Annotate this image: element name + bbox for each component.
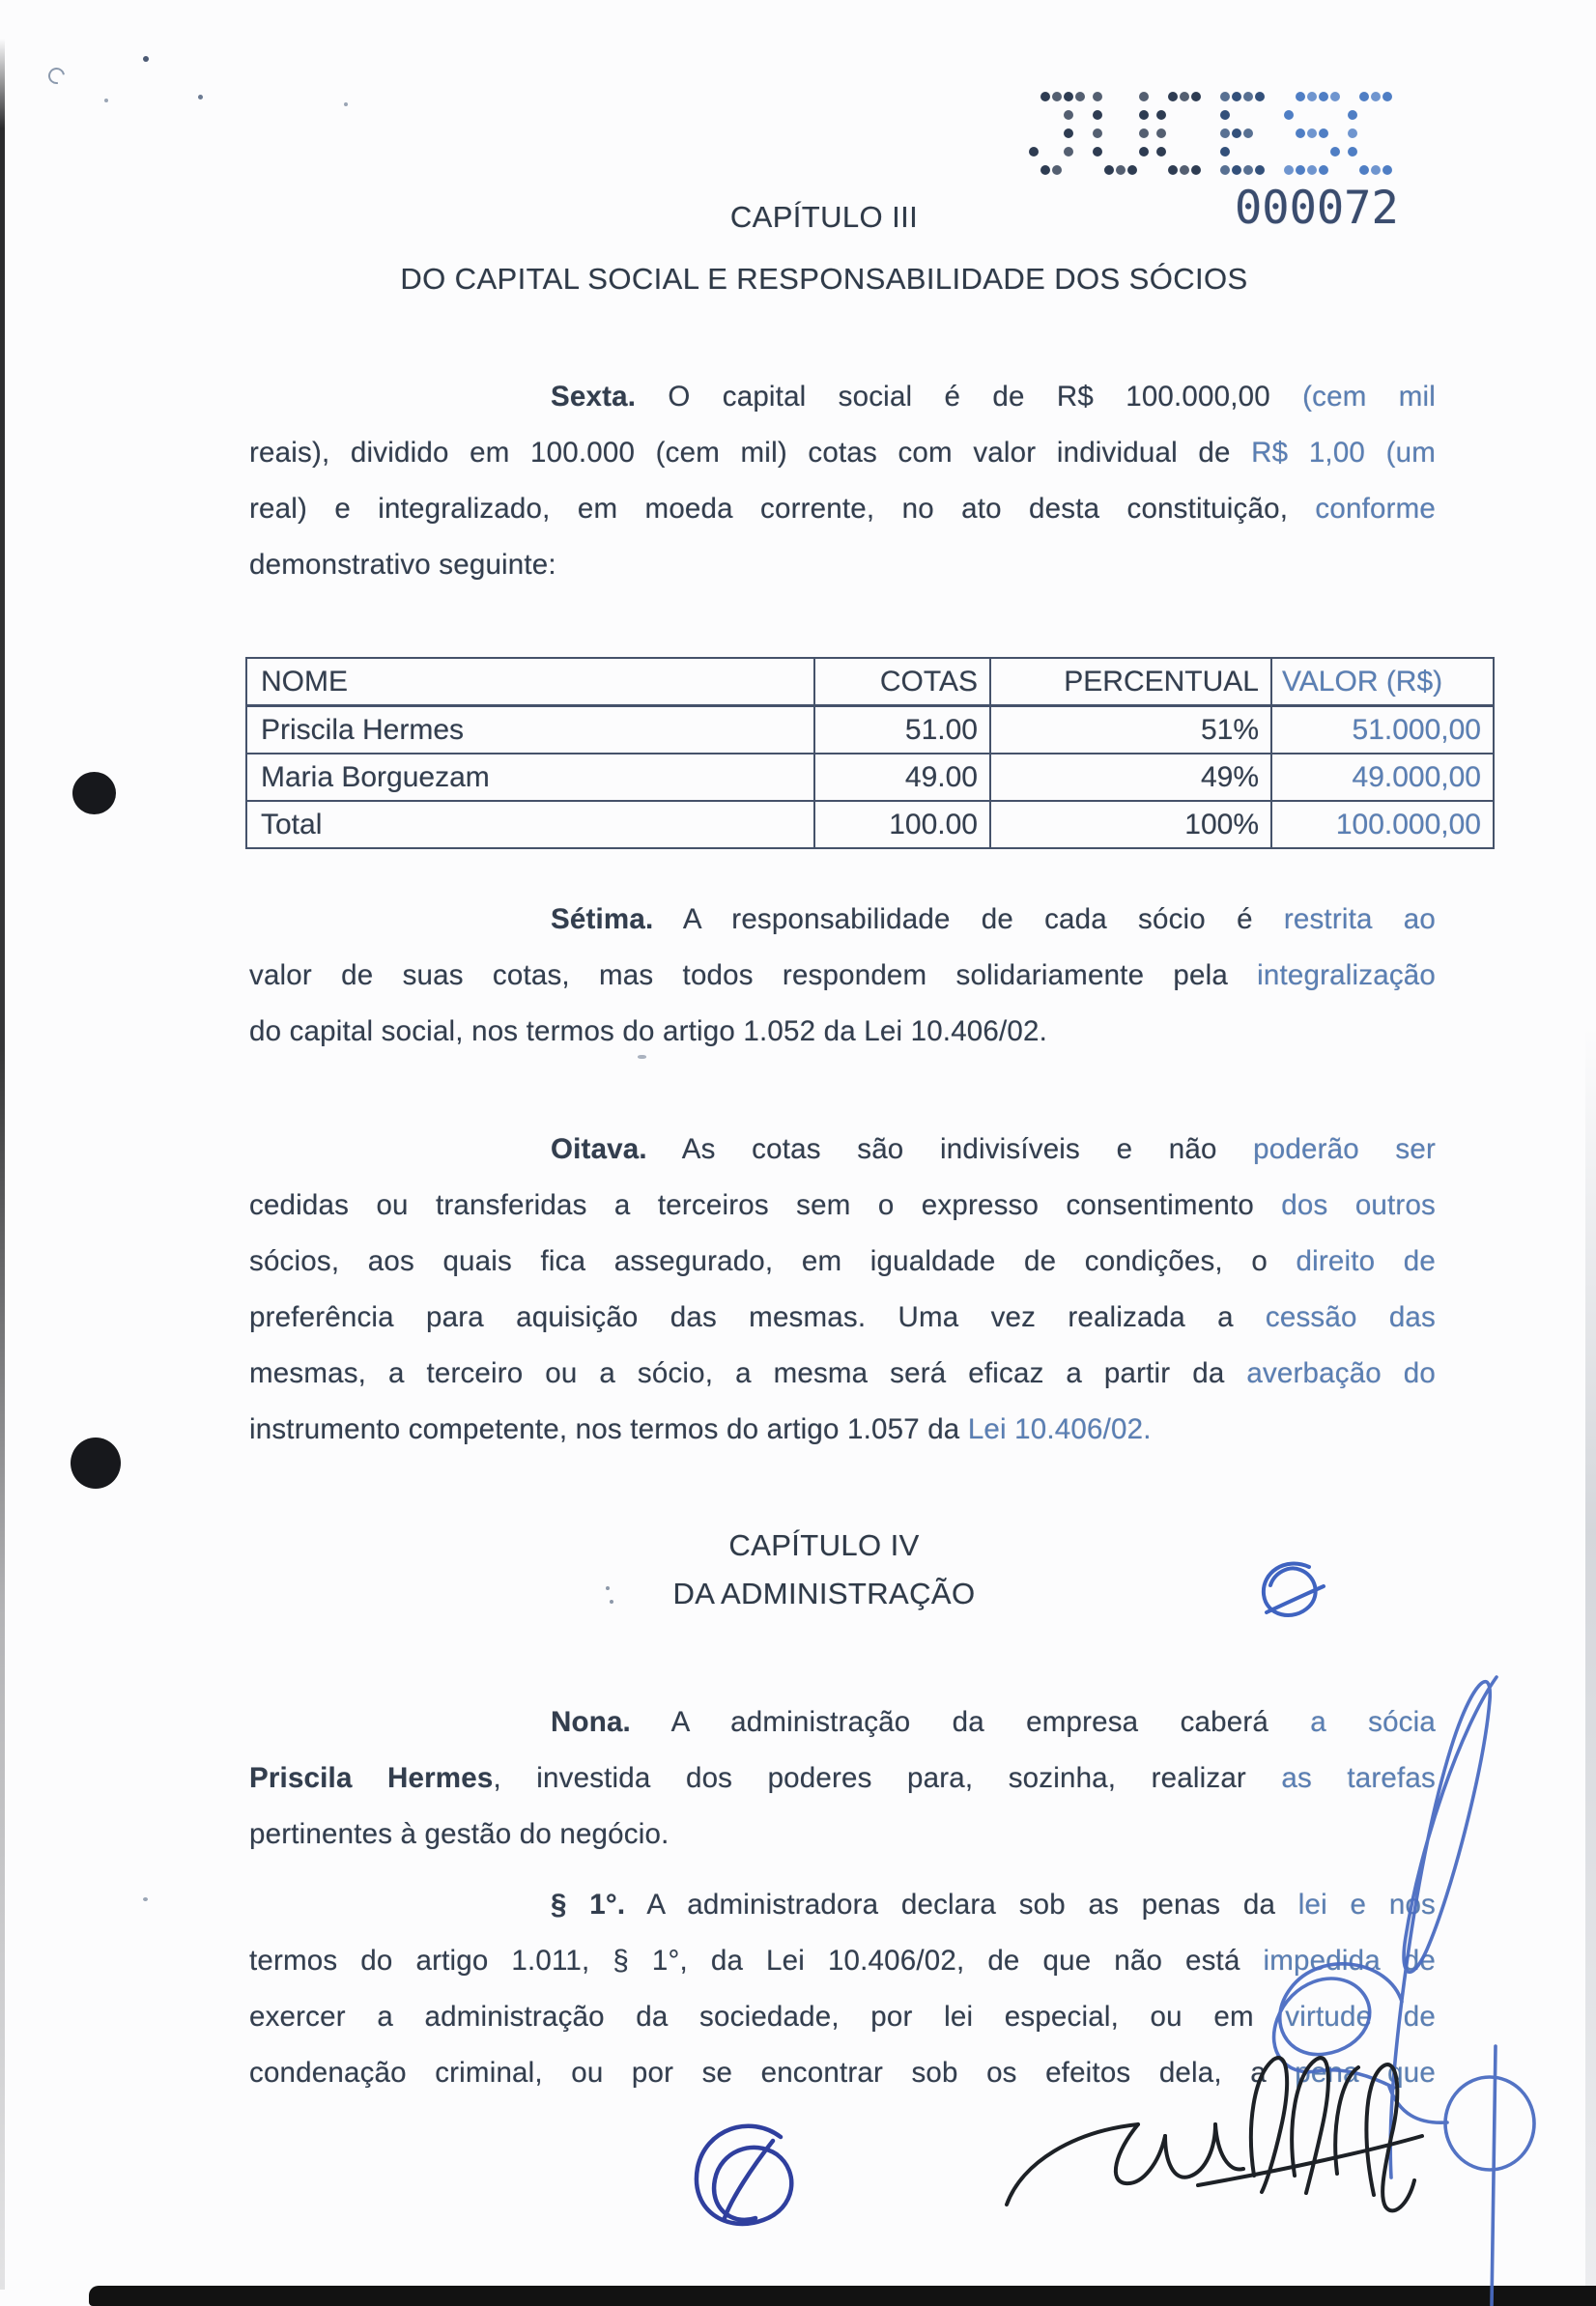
text-line: [249, 1178, 1436, 1234]
table-cell-percentual: 51%: [990, 706, 1271, 754]
scan-speckle: [143, 56, 149, 62]
table-row-total: [246, 801, 1494, 848]
text-segment-blue: poderão ser: [1253, 1133, 1436, 1165]
text-segment-blue: virtude de: [1285, 2001, 1436, 2033]
text-segment-blue: impedida de: [1263, 1945, 1436, 1977]
text-line: [249, 1751, 1436, 1807]
scan-right-edge: [1585, 1024, 1596, 2290]
text-line: [249, 948, 1436, 1004]
table-header-row: [246, 658, 1494, 706]
text-line: [249, 1694, 1436, 1751]
text-line: [249, 425, 1436, 481]
scan-speckle: [344, 102, 348, 106]
table-cell-cotas: 49.00: [814, 754, 990, 801]
text-segment-blue: as tarefas: [1281, 1762, 1436, 1794]
text-segment: , investida dos poderes para, sozinha, realizar: [493, 1762, 1282, 1794]
table-header-valor: VALOR (R$): [1271, 658, 1494, 706]
text-line: [249, 481, 1436, 537]
text-segment-blue: direito de: [1296, 1245, 1436, 1277]
text-segment-blue: pena que: [1295, 2057, 1436, 2089]
text-segment-blue: conforme: [1315, 493, 1436, 525]
table-cell-percentual: 49%: [990, 754, 1271, 801]
table-cell-nome: Total: [246, 801, 814, 848]
text-segment: real) e integralizado, em moeda corrente, no ato desta constituição,: [249, 493, 1316, 525]
text-line: [249, 1402, 1436, 1458]
table-cell-cotas: 51.00: [814, 706, 990, 754]
text-line: [249, 1989, 1436, 2045]
text-segment: termos do artigo 1.011, § 1°, da Lei 10.406/02, de que não está: [249, 1945, 1264, 1977]
text-line: [249, 1933, 1436, 1989]
table-header-cotas: COTAS: [814, 658, 990, 706]
text-segment-bold: Priscila Hermes: [249, 1762, 494, 1794]
text-segment: cedidas ou transferidas a terceiros sem o expresso consentimento: [249, 1189, 1282, 1221]
scan-bottom-bar: [89, 2286, 1596, 2306]
jucesc-dot-matrix-stamp: [1026, 87, 1412, 188]
text-segment: A administradora declara sob as penas da: [625, 1889, 1298, 1921]
text-segment: condenação criminal, ou por se encontrar sob os efeitos dela, a: [249, 2057, 1296, 2089]
text-line: [249, 2045, 1436, 2101]
text-segment: instrumento competente, nos termos do artigo 1.057 da: [249, 1413, 968, 1445]
text-segment: sócios, aos quais fica assegurado, em igualdade de condições, o: [249, 1245, 1297, 1277]
chapter-iv-title: CAPÍTULO IV: [728, 1528, 920, 1562]
text-segment-bold: Oitava.: [551, 1133, 647, 1165]
scan-speckle: [104, 99, 108, 102]
text-segment-blue: a sócia: [1310, 1706, 1436, 1738]
ink-dot: [71, 1438, 121, 1489]
text-segment: As cotas são indivisíveis e não: [646, 1133, 1254, 1165]
text-line: [249, 1122, 1436, 1178]
table-header-percentual: PERCENTUAL: [990, 658, 1271, 706]
text-line: [249, 369, 1436, 425]
text-segment-bold: Sétima.: [551, 903, 654, 935]
text-segment-blue: R$ 1,00 (um: [1251, 437, 1436, 469]
table-row: [246, 754, 1494, 801]
text-segment-blue: cessão das: [1265, 1301, 1436, 1333]
text-segment-blue: integralização: [1257, 959, 1436, 991]
table-cell-percentual: 100%: [990, 801, 1271, 848]
table-header-nome: NOME: [246, 658, 814, 706]
table-cell-valor: 49.000,00: [1271, 754, 1494, 801]
text-line: [249, 1346, 1436, 1402]
table-cell-valor: 100.000,00: [1271, 801, 1494, 848]
handwritten-signature-blue: [697, 2126, 791, 2224]
ink-dot: [72, 772, 116, 814]
scan-speckle: [198, 95, 203, 100]
text-segment: A administração da empresa caberá: [630, 1706, 1311, 1738]
text-segment-blue: lei e nos: [1297, 1889, 1436, 1921]
paragraph-nona: [249, 1694, 1436, 1863]
scan-left-edge: [0, 39, 5, 2290]
text-segment: valor de suas cotas, mas todos respondem solidariamente pela: [249, 959, 1258, 991]
text-line: [249, 537, 1436, 593]
capital-table: [245, 657, 1495, 849]
table-cell-nome: Maria Borguezam: [246, 754, 814, 801]
text-segment: preferência para aquisição das mesmas. Uma vez realizada a: [249, 1301, 1266, 1333]
paragraph-paragrafo-1: [249, 1877, 1436, 2101]
chapter-iii-subtitle: DO CAPITAL SOCIAL E RESPONSABILIDADE DOS SÓCIOS: [400, 262, 1248, 296]
text-segment: reais), dividido em 100.000 (cem mil) cotas com valor individual de: [249, 437, 1252, 469]
text-segment: mesmas, a terceiro ou a sócio, a mesma será eficaz a partir da: [249, 1357, 1247, 1389]
scan-speckle: [45, 65, 69, 88]
text-line: [249, 1004, 1436, 1060]
text-line: [249, 1234, 1436, 1290]
text-line: [249, 892, 1436, 948]
stamp-page-number: 000072: [1235, 182, 1399, 235]
text-line: [249, 1877, 1436, 1933]
chapter-iv-subtitle: DA ADMINISTRAÇÃO: [672, 1577, 976, 1610]
text-line: [249, 1290, 1436, 1346]
chapter-iii-title: CAPÍTULO III: [729, 200, 919, 234]
text-segment: A responsabilidade de cada sócio é: [653, 903, 1284, 935]
text-segment: demonstrativo seguinte:: [249, 549, 556, 581]
paragraph-setima: [249, 892, 1436, 1060]
table-row: [246, 706, 1494, 754]
text-segment: exercer a administração da sociedade, por lei especial, ou em: [249, 2001, 1286, 2033]
text-segment-bold: § 1°.: [551, 1889, 626, 1921]
text-segment-blue: Lei 10.406/02.: [967, 1413, 1152, 1445]
table-cell-valor: 51.000,00: [1271, 706, 1494, 754]
text-segment: pertinentes à gestão do negócio.: [249, 1818, 670, 1850]
text-segment-blue: restrita ao: [1283, 903, 1436, 935]
text-segment-bold: Sexta.: [551, 381, 637, 413]
text-line: [249, 1807, 1436, 1863]
text-segment-bold: Nona.: [551, 1706, 631, 1738]
paragraph-sexta: [249, 369, 1436, 593]
text-segment-blue: dos outros: [1281, 1189, 1437, 1221]
text-segment-blue: averbação do: [1246, 1357, 1437, 1389]
scan-speckle: [143, 1897, 148, 1901]
paragraph-oitava: [249, 1122, 1436, 1458]
text-segment-blue: (cem mil: [1302, 381, 1436, 413]
table-cell-nome: Priscila Hermes: [246, 706, 814, 754]
text-segment: do capital social, nos termos do artigo 1.052 da Lei 10.406/02.: [249, 1015, 1048, 1047]
text-segment: O capital social é de R$ 100.000,00: [636, 381, 1303, 413]
table-cell-cotas: 100.00: [814, 801, 990, 848]
